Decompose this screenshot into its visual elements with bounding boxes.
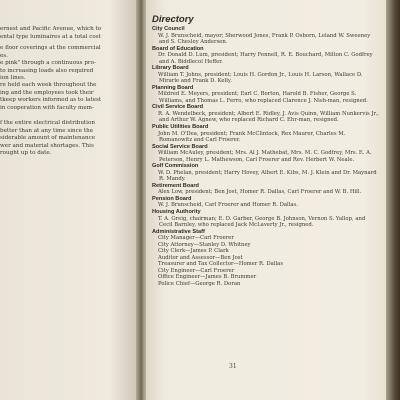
staff-entry: City Engineer—Carl Froerer [158, 267, 235, 274]
directory-section [152, 104, 380, 124]
section-heading: Pension Board [152, 195, 192, 202]
left-page-text-line: re held each week throughout the [0, 82, 97, 88]
staff-entry: Treasurer and Tax Collector—Homer R. Dallas [158, 261, 284, 268]
directory-section [152, 163, 380, 183]
directory-sections [152, 26, 380, 229]
page-number: 31 [229, 363, 237, 370]
staff-entry: Auditor and Assessor—Ben Jost [158, 254, 243, 261]
right-page [146, 0, 386, 400]
section-heading: Social Service Board [152, 143, 208, 150]
directory-section [152, 65, 380, 85]
directory-section [152, 229, 380, 288]
staff-entry: City Manager—Carl Froerer [158, 235, 234, 242]
section-members: W. J. Brunscheid, mayor; Sherwood Jones, Frank P. Osborn, Leland W. Sweeney and S. Chesley Andersen. [158, 32, 371, 46]
section-heading: Housing Authority [152, 208, 201, 215]
section-members: R. A. Wendelbeck, president; Albert E. Ridley, J. Avis Quinn, William Nunkervis Jr., and Arthur W. Agnew, who replaced Richard C. Ehr-man, resigned. [158, 110, 379, 124]
staff-entry: Police Chief—George R. Doran [158, 280, 241, 287]
section-members: Alex Low, president; Ben Jost, Homer R. Dallas, Carl Froerer and W. B. Hill. [158, 189, 362, 196]
directory-section [152, 209, 380, 229]
section-members: W. J. Brunscheid, Carl Froerer and Homer R. Dallas. [158, 202, 298, 209]
directory-section [152, 196, 380, 209]
left-page-text-line: in cooperation with faculty mem- [0, 104, 94, 111]
directory-section [152, 46, 380, 66]
page-edge [386, 0, 400, 400]
section-heading: Library Board [152, 65, 189, 72]
staff-entry: City Clerk—James P. Clark [158, 248, 229, 255]
left-page-text-lower [0, 82, 137, 158]
left-page-text-line: better than at any time since the [0, 127, 94, 134]
left-page-text-line: siderable amount of maintenance [0, 135, 96, 142]
section-members: T. A. Greig, chairman; E. D. Garber, George B. Johnson, Vernon S. Yallop, and Cecil Barnley, who replaced Jack McLaverty Jr., resigned. [158, 215, 366, 229]
staff-entry: Office Engineer—James B. Brummer [158, 274, 257, 281]
left-page-text-line: ernest and Pacific Avenue, which to [0, 26, 102, 32]
section-members: Mildred E. Meyers, president; Earl C. Borton, Harold B. Fisher, George S. Williams, and Thomas L. Ferro, who replaced Clarence J. Nish-man, resigned. [158, 91, 368, 104]
section-heading: Administrative Staff [152, 228, 205, 235]
section-members: William T. Johns, president; Louis H. Gordon Jr., Louis H. Larson, Wallace D. Mirarle and Frank D. Kelly. [158, 71, 363, 85]
directory-title: Directory [152, 14, 194, 25]
staff-entry: City Attorney—Stanley D. Whitney [158, 241, 251, 248]
left-page-text-line: ion lines. [0, 75, 26, 82]
section-heading: Golf Commission [152, 163, 199, 170]
left-page-text-top [0, 26, 137, 41]
left-page-text-line: e pink" through a continuous pro- [0, 60, 96, 67]
left-page-text-line: wer and material shortages. This [0, 142, 94, 149]
section-heading: Civil Service Board [152, 104, 203, 111]
staff-list [152, 235, 380, 287]
left-page-text-line: es. [0, 52, 8, 59]
left-page-text-line: f the entire electrical distribution [0, 119, 95, 126]
section-heading: Public Utilities Board [152, 123, 209, 130]
directory-section [152, 85, 380, 105]
left-page-text-line: ental type luminaires at a total cost [0, 33, 101, 40]
section-heading: Retirement Board [152, 182, 199, 189]
left-page-text-line: e floor coverings at the commercial [0, 45, 101, 51]
directory-section [152, 26, 380, 46]
left-page [0, 0, 137, 400]
section-heading: Planning Board [152, 84, 194, 91]
left-page-text-line: rought up to date. [0, 150, 52, 157]
section-members: Dr. Donald D. Lum, president; Harry Fennell, R. E. Bouchard, Milton C. Godfrey and A. Biddlecol Heffer. [158, 52, 373, 65]
section-heading: Board of Education [152, 45, 204, 52]
section-members: William McAuley, president; Mrs. Al J. Mathebat, Mrs. M. C. Godfrey, Mrs. E. A. Peterson, Henry L. Mathewson, Carl Froerer and Rev. Herbert W. Neale. [158, 150, 372, 163]
left-page-text-line [0, 112, 137, 120]
section-heading: City Council [152, 26, 185, 32]
directory [152, 14, 380, 287]
directory-section [152, 144, 380, 164]
directory-section [152, 183, 380, 196]
left-page-text-middle [0, 45, 137, 83]
left-page-text-line: to increasing loads also required [0, 67, 94, 74]
section-members: W. D. Phelan, president; Harry Hovey, Albert E. Kibs, M. J. Klein and Dr. Maynard R. Mandy. [158, 169, 377, 183]
section-members: John M. O'Dea, president; Frank McClintock, Rex Maurer, Charles M. Romanowitz and Carl Froerer. [158, 130, 346, 144]
directory-section [152, 124, 380, 144]
left-page-text-line: tkeep workers informed as to latest [0, 97, 102, 104]
left-page-text-line: ing and the employees took their [0, 89, 94, 96]
